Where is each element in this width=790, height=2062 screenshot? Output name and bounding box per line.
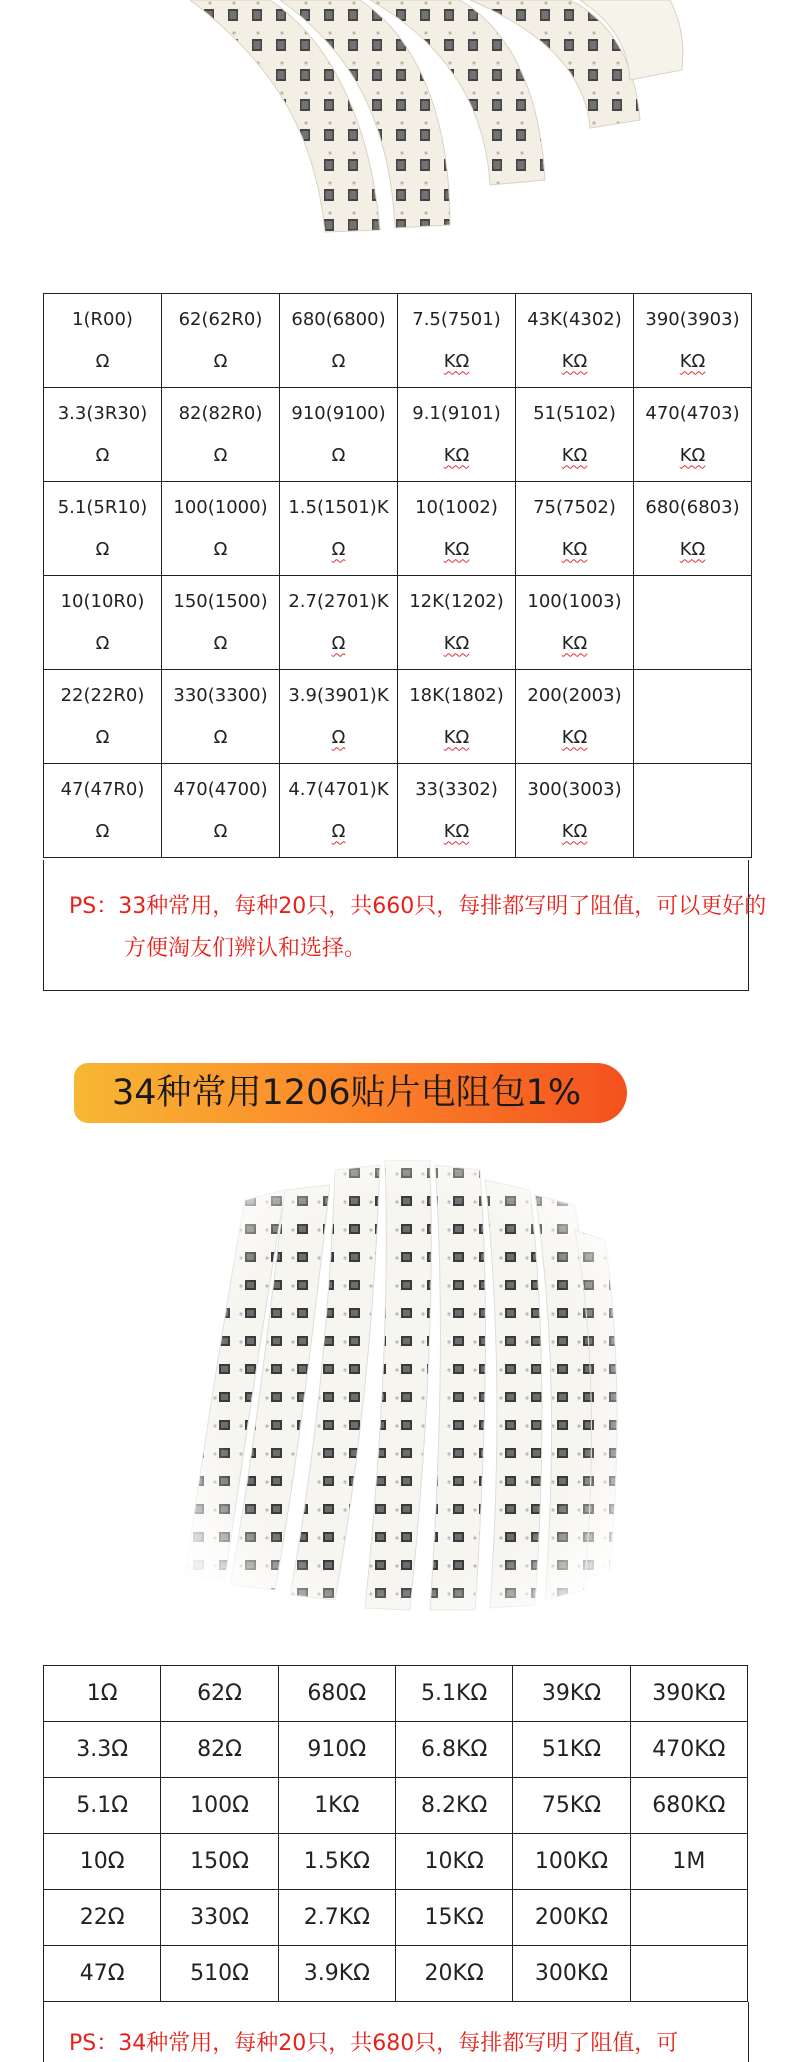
table1-cell xyxy=(398,482,516,576)
table1-cell xyxy=(162,388,280,482)
table1-cell xyxy=(44,576,162,670)
cell-value: 10(10R0) xyxy=(60,590,145,612)
table2-cell: 20KΩ xyxy=(395,1946,512,2002)
cell-value: 470(4703) xyxy=(645,402,740,424)
table1-cell xyxy=(162,294,280,388)
table2-cell: 51KΩ xyxy=(513,1722,630,1778)
table1-cell xyxy=(280,388,398,482)
cell-value: 4.7(4701)K xyxy=(288,778,389,800)
table1-row xyxy=(44,482,752,576)
table2-cell xyxy=(630,1890,747,1946)
cell-unit: Ω xyxy=(95,350,110,372)
cell-value: 150(1500) xyxy=(173,590,268,612)
table2-cell: 47Ω xyxy=(44,1946,161,2002)
cell-value: 200(2003) xyxy=(527,684,622,706)
cell-unit: KΩ xyxy=(679,538,706,560)
table1-cell xyxy=(280,764,398,858)
table2-cell: 3.3Ω xyxy=(44,1722,161,1778)
cell-value: 33(3302) xyxy=(415,778,498,800)
cell-value: 680(6803) xyxy=(645,496,740,518)
table1-cell xyxy=(280,670,398,764)
resistor-strips-photo-top xyxy=(150,0,690,240)
cell-value: 62(62R0) xyxy=(178,308,263,330)
table2-row xyxy=(44,1946,748,2002)
table2-cell: 300KΩ xyxy=(513,1946,630,2002)
cell-value: 7.5(7501) xyxy=(412,308,501,330)
table2-row xyxy=(44,1778,748,1834)
table1-cell xyxy=(162,576,280,670)
table2-cell: 82Ω xyxy=(161,1722,278,1778)
cell-unit: Ω xyxy=(213,632,228,654)
cell-value: 5.1(5R10) xyxy=(57,496,148,518)
table1-cell xyxy=(398,294,516,388)
cell-unit: Ω xyxy=(95,726,110,748)
table2-cell: 330Ω xyxy=(161,1890,278,1946)
table1-cell xyxy=(516,388,634,482)
table2-cell: 2.7KΩ xyxy=(278,1890,395,1946)
table1-cell xyxy=(634,576,752,670)
table2-cell: 1KΩ xyxy=(278,1778,395,1834)
table1-cell xyxy=(516,764,634,858)
table2-row xyxy=(44,1666,748,1722)
table2-cell: 150Ω xyxy=(161,1834,278,1890)
table1-cell xyxy=(280,294,398,388)
table2-cell: 22Ω xyxy=(44,1890,161,1946)
cell-value: 12K(1202) xyxy=(409,590,504,612)
table2-cell: 75KΩ xyxy=(513,1778,630,1834)
table1-row xyxy=(44,388,752,482)
table2-cell: 100KΩ xyxy=(513,1834,630,1890)
table2-cell: 5.1KΩ xyxy=(395,1666,512,1722)
resistor-value-table-1206 xyxy=(43,1665,748,2002)
table2-row xyxy=(44,1722,748,1778)
cell-unit: Ω xyxy=(95,538,110,560)
table2-cell: 680Ω xyxy=(278,1666,395,1722)
cell-unit: KΩ xyxy=(561,444,588,466)
table1-cell xyxy=(398,576,516,670)
table1-note-box xyxy=(43,860,767,991)
table2-cell: 100Ω xyxy=(161,1778,278,1834)
table1-cell xyxy=(162,482,280,576)
table2-cell: 1Ω xyxy=(44,1666,161,1722)
table2-row xyxy=(44,1890,748,1946)
cell-unit: KΩ xyxy=(679,350,706,372)
cell-unit: Ω xyxy=(331,538,346,560)
table1-note: PS：33种常用，每种20只，共660只，每排都写明了阻值，可以更好的方便淘友们辨认和选择。 xyxy=(69,894,767,961)
table2-note: PS：34种常用，每种20只，共680只，每排都写明了阻值，可 xyxy=(69,2031,679,2056)
table2-cell: 10KΩ xyxy=(395,1834,512,1890)
cell-value: 330(3300) xyxy=(173,684,268,706)
cell-value: 910(9100) xyxy=(291,402,386,424)
table1-cell xyxy=(634,294,752,388)
cell-unit: Ω xyxy=(331,820,346,842)
table1-cell xyxy=(634,764,752,858)
cell-unit: KΩ xyxy=(443,820,470,842)
cell-value: 300(3003) xyxy=(527,778,622,800)
table1-cell xyxy=(44,482,162,576)
cell-unit: KΩ xyxy=(679,444,706,466)
cell-unit: Ω xyxy=(331,632,346,654)
cell-value: 43K(4302) xyxy=(527,308,622,330)
table2-note-box xyxy=(43,2002,749,2062)
cell-unit: Ω xyxy=(95,444,110,466)
table1-cell xyxy=(398,388,516,482)
cell-value: 22(22R0) xyxy=(60,684,145,706)
table2-cell: 8.2KΩ xyxy=(395,1778,512,1834)
table1-row xyxy=(44,294,752,388)
cell-value: 100(1000) xyxy=(173,496,268,518)
table2-cell: 39KΩ xyxy=(513,1666,630,1722)
cell-value: 390(3903) xyxy=(645,308,740,330)
table2-cell: 62Ω xyxy=(161,1666,278,1722)
cell-unit: KΩ xyxy=(443,444,470,466)
table2-cell: 1M xyxy=(630,1834,747,1890)
cell-value: 2.7(2701)K xyxy=(288,590,389,612)
table2-cell: 10Ω xyxy=(44,1834,161,1890)
table2-row xyxy=(44,1834,748,1890)
table1-cell xyxy=(162,764,280,858)
table1-cell xyxy=(44,388,162,482)
table1-cell xyxy=(634,388,752,482)
cell-unit: Ω xyxy=(331,350,346,372)
table1-cell xyxy=(634,482,752,576)
cell-unit: Ω xyxy=(213,444,228,466)
table1-cell xyxy=(398,670,516,764)
cell-unit: Ω xyxy=(213,726,228,748)
cell-unit: KΩ xyxy=(443,632,470,654)
table2-cell: 510Ω xyxy=(161,1946,278,2002)
table1-cell xyxy=(280,482,398,576)
cell-value: 51(5102) xyxy=(533,402,616,424)
cell-unit: Ω xyxy=(95,632,110,654)
table1-cell xyxy=(44,670,162,764)
cell-value: 82(82R0) xyxy=(178,402,263,424)
resistor-strips-photo-1206 xyxy=(185,1160,625,1620)
table1-cell xyxy=(44,294,162,388)
cell-value: 3.9(3901)K xyxy=(288,684,389,706)
cell-unit: KΩ xyxy=(443,726,470,748)
table2-cell: 15KΩ xyxy=(395,1890,512,1946)
table1-cell xyxy=(162,670,280,764)
cell-value: 47(47R0) xyxy=(60,778,145,800)
cell-unit: KΩ xyxy=(561,350,588,372)
table2-cell: 6.8KΩ xyxy=(395,1722,512,1778)
table2-cell: 470KΩ xyxy=(630,1722,747,1778)
resistor-value-table-0805 xyxy=(43,293,752,858)
table2-cell: 1.5KΩ xyxy=(278,1834,395,1890)
table1-cell xyxy=(280,576,398,670)
cell-unit: KΩ xyxy=(561,632,588,654)
cell-value: 3.3(3R30) xyxy=(57,402,148,424)
cell-unit: KΩ xyxy=(443,538,470,560)
table1-row xyxy=(44,576,752,670)
table2-cell: 3.9KΩ xyxy=(278,1946,395,2002)
cell-value: 10(1002) xyxy=(415,496,498,518)
table1-cell xyxy=(44,764,162,858)
table2-cell: 5.1Ω xyxy=(44,1778,161,1834)
table2-cell: 390KΩ xyxy=(630,1666,747,1722)
cell-unit: KΩ xyxy=(561,820,588,842)
table2-cell: 200KΩ xyxy=(513,1890,630,1946)
cell-value: 18K(1802) xyxy=(409,684,504,706)
table1-cell xyxy=(516,482,634,576)
table1-cell xyxy=(634,670,752,764)
table1-cell xyxy=(516,670,634,764)
cell-value: 470(4700) xyxy=(173,778,268,800)
table1-row xyxy=(44,764,752,858)
table1-cell xyxy=(516,576,634,670)
cell-unit: Ω xyxy=(213,820,228,842)
cell-value: 1(R00) xyxy=(72,308,133,330)
section-banner xyxy=(74,1063,627,1123)
table2-cell: 910Ω xyxy=(278,1722,395,1778)
cell-value: 680(6800) xyxy=(291,308,386,330)
cell-unit: KΩ xyxy=(443,350,470,372)
cell-unit: Ω xyxy=(213,350,228,372)
cell-value: 75(7502) xyxy=(533,496,616,518)
cell-unit: Ω xyxy=(331,444,346,466)
cell-unit: Ω xyxy=(331,726,346,748)
table1-cell xyxy=(516,294,634,388)
banner-title: 34种常用1206贴片电阻包1% xyxy=(112,1073,582,1113)
table2-cell xyxy=(630,1946,747,2002)
cell-value: 1.5(1501)K xyxy=(288,496,389,518)
cell-unit: KΩ xyxy=(561,538,588,560)
cell-value: 100(1003) xyxy=(527,590,622,612)
cell-unit: Ω xyxy=(213,538,228,560)
cell-value: 9.1(9101) xyxy=(412,402,501,424)
table1-cell xyxy=(398,764,516,858)
cell-unit: Ω xyxy=(95,820,110,842)
cell-unit: KΩ xyxy=(561,726,588,748)
table1-row xyxy=(44,670,752,764)
table2-cell: 680KΩ xyxy=(630,1778,747,1834)
